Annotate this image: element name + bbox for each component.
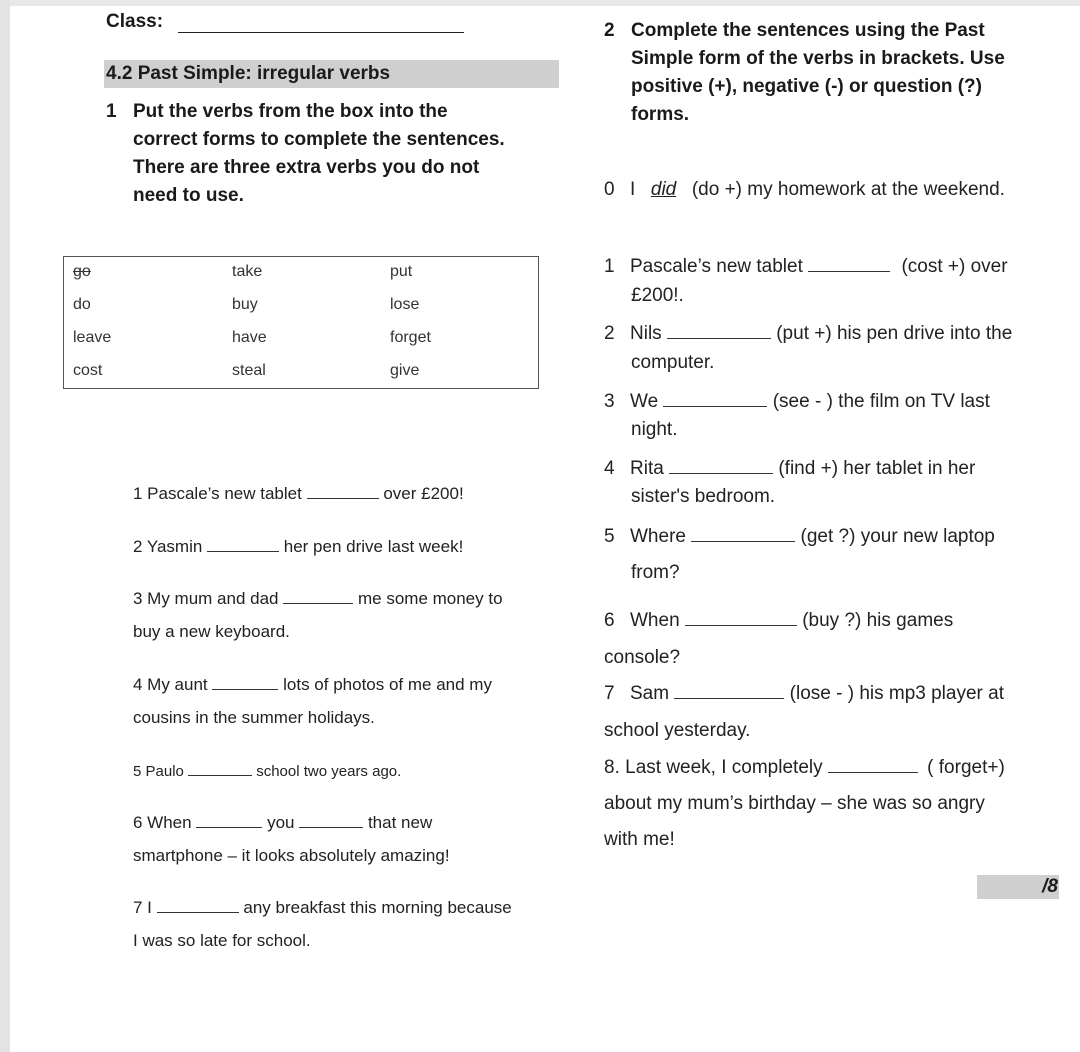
ex2-item-2 [604, 323, 1012, 345]
score-total: /8 [1042, 876, 1058, 897]
section-title: 4.2 Past Simple: irregular verbs [106, 63, 391, 84]
ex2-item-6-cont: console? [604, 647, 681, 668]
answer-blank[interactable] [828, 758, 918, 773]
ex2-item-text: When [630, 610, 680, 631]
ex2-item-text: (see - ) the film on TV last [772, 391, 990, 412]
verb-do: do [73, 296, 91, 313]
ex1-item-7 [133, 898, 512, 918]
answer-blank[interactable] [207, 537, 279, 552]
left-edge [0, 0, 10, 1052]
ex2-item-7 [604, 683, 1004, 705]
ex1-item-4-cont: cousins in the summer holidays. [133, 708, 375, 727]
exercise1-instruction-line: There are three extra verbs you do not [133, 157, 480, 178]
example-answer: did [650, 179, 677, 200]
exercise2-instruction-line: Complete the sentences using the Past [631, 20, 985, 41]
item-number: 7 [604, 683, 615, 704]
exercise2-number: 2 [604, 20, 615, 41]
answer-blank[interactable] [283, 589, 353, 604]
ex2-item-text: Where [630, 526, 686, 547]
ex2-item-text: 8. Last week, I completely [604, 757, 823, 778]
ex1-item-6 [133, 813, 432, 833]
answer-blank[interactable] [663, 392, 767, 407]
ex2-item-text: (put +) his pen drive into the [776, 323, 1013, 344]
ex2-item-5 [604, 526, 995, 548]
ex1-item-6-cont: smartphone – it looks absolutely amazing! [133, 846, 450, 865]
ex2-item-4-cont: sister's bedroom. [631, 486, 776, 507]
exercise1-instruction-line: need to use. [133, 185, 244, 206]
ex2-item-4 [604, 458, 975, 480]
item-number: 6 [604, 610, 615, 631]
exercise1-instruction-line: correct forms to complete the sentences. [133, 129, 505, 150]
class-label: Class: [106, 11, 164, 32]
ex2-item-text: (cost +) over [901, 256, 1008, 277]
verb-leave: leave [73, 329, 112, 346]
ex2-item-3 [604, 391, 990, 413]
answer-blank[interactable] [157, 898, 239, 913]
ex1-item-text: 7 I [133, 898, 152, 917]
answer-blank[interactable] [188, 761, 252, 776]
ex1-item-4 [133, 675, 492, 695]
ex2-item-2-cont: computer. [631, 352, 715, 373]
answer-blank[interactable] [667, 324, 771, 339]
ex1-item-text: any breakfast this morning because [243, 898, 512, 917]
ex2-item-text: I [630, 179, 636, 200]
verb-go: go [73, 263, 91, 280]
ex1-item-1 [133, 484, 464, 504]
ex1-item-3 [133, 589, 503, 609]
answer-blank[interactable] [808, 257, 890, 272]
answer-blank[interactable] [212, 675, 278, 690]
ex1-item-text: her pen drive last week! [283, 537, 464, 556]
answer-blank[interactable] [307, 484, 379, 499]
answer-blank[interactable] [691, 527, 795, 542]
class-blank[interactable] [178, 32, 464, 33]
verb-buy: buy [232, 296, 258, 313]
verb-forget: forget [390, 329, 431, 346]
verb-take: take [232, 263, 263, 280]
answer-blank[interactable] [299, 813, 363, 828]
ex2-item-7-cont: school yesterday. [604, 720, 751, 741]
item-number: 5 [604, 526, 615, 547]
ex1-item-text: 6 When [133, 813, 192, 832]
answer-blank[interactable] [685, 611, 797, 626]
exercise2-instruction-line: Simple form of the verbs in brackets. Use [631, 48, 1005, 69]
ex1-item-7-cont: I was so late for school. [133, 931, 311, 950]
ex1-item-text: lots of photos of me and my [283, 675, 492, 694]
ex2-item-text: (lose - ) his mp3 player at [789, 683, 1004, 704]
verb-have: have [232, 329, 267, 346]
verb-cost: cost [73, 362, 103, 379]
ex2-item-text: (find +) her tablet in her [778, 458, 976, 479]
ex2-item-text: (do +) my homework at the weekend. [691, 179, 1005, 200]
ex2-item-text: Sam [630, 683, 670, 704]
answer-blank[interactable] [674, 684, 784, 699]
exercise2-instruction-line: positive (+), negative (-) or question (?) [631, 76, 982, 97]
verb-steal: steal [232, 362, 266, 379]
ex2-item-text: We [630, 391, 659, 412]
verb-give: give [390, 362, 420, 379]
ex1-item-text: 2 Yasmin [133, 537, 203, 556]
ex1-item-text: 5 Paulo [133, 763, 184, 780]
ex1-item-text: 4 My aunt [133, 675, 208, 694]
verb-lose: lose [390, 296, 420, 313]
item-number: 2 [604, 323, 615, 344]
ex1-item-text: over £200! [383, 484, 464, 503]
item-number: 4 [604, 458, 615, 479]
ex2-item-text: Nils [630, 323, 662, 344]
item-number: 3 [604, 391, 615, 412]
ex2-item-text: (get ?) your new laptop [800, 526, 995, 547]
item-number: 0 [604, 179, 615, 200]
ex2-item-3-cont: night. [631, 419, 678, 440]
exercise1-instruction-line: Put the verbs from the box into the [133, 101, 448, 122]
ex2-item-text: ( forget+) [927, 757, 1005, 778]
ex2-item-text: Pascale’s new tablet [630, 256, 803, 277]
ex2-item-1 [604, 256, 1008, 278]
ex1-item-text: that new [367, 813, 433, 832]
answer-blank[interactable] [669, 459, 773, 474]
verb-put: put [390, 263, 413, 280]
ex1-item-5 [133, 761, 401, 780]
ex1-item-3-cont: buy a new keyboard. [133, 622, 290, 641]
ex1-item-text: school two years ago. [256, 763, 402, 780]
ex2-item-text: Rita [630, 458, 664, 479]
exercise2-instruction-line: forms. [631, 104, 690, 125]
ex2-item-1-cont: £200!. [631, 285, 684, 306]
ex1-item-text: you [267, 813, 295, 832]
ex2-item-8-cont: about my mum’s birthday – she was so angry [604, 793, 985, 814]
ex1-item-2 [133, 537, 463, 557]
ex2-item-text: (buy ?) his games [802, 610, 954, 631]
ex2-item-8 [604, 757, 1005, 779]
verb-box [63, 256, 539, 389]
item-number: 1 [604, 256, 615, 277]
ex1-item-text: 3 My mum and dad [133, 589, 279, 608]
answer-blank[interactable] [196, 813, 262, 828]
ex2-item-5-cont: from? [631, 562, 680, 583]
ex2-item-6 [604, 610, 953, 632]
ex1-item-text: me some money to [357, 589, 503, 608]
ex2-example [604, 179, 1005, 201]
ex1-item-text: 1 Pascale’s new tablet [133, 484, 302, 503]
top-edge [0, 0, 1080, 6]
ex2-item-8-cont: with me! [604, 829, 675, 850]
exercise1-number: 1 [106, 101, 117, 122]
